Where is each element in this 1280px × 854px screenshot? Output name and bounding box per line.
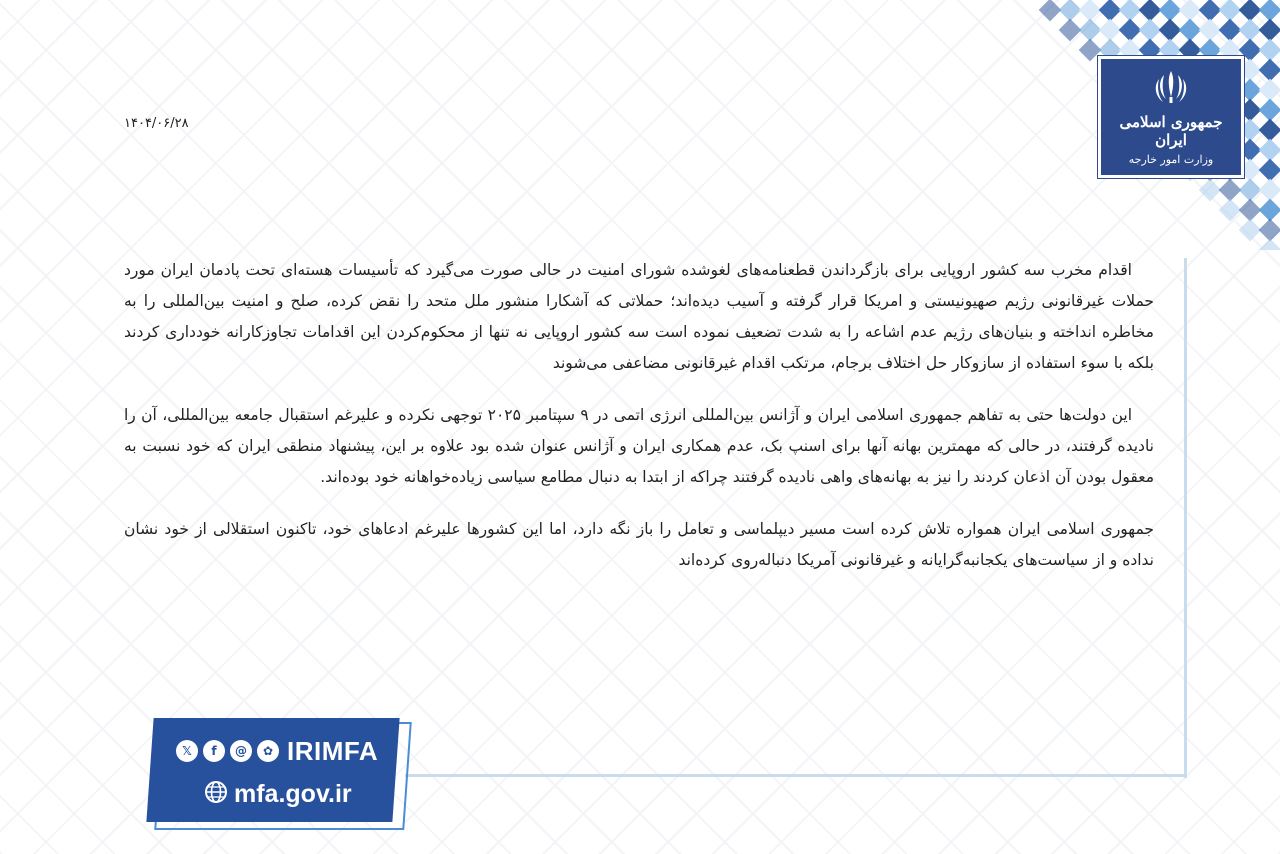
paragraph-1: اقدام مخرب سه کشور اروپایی برای بازگرداندن قطعنامه‌های لغوشده شورای امنیت در حالی صورت می‌گیرد که تأسیسات هسته‌ای تحت پادمان ایران مورد حملات غیرقانونی رژیم صهیونیستی و امریکا قرار گرفته و آسیب دیده‌اند؛ حملاتی که آشکارا منشور ملل متحد را نقض کرده، صلح و امنیت بین‌المللی را به مخاطره انداخته و بنیان‌های رژیم عدم اشاعه را به شدت تضعیف نموده است سه کشور اروپایی نه تنها از محکوم‌کردن این اقدامات تجاوزکارانه خودداری کردند بلکه با سوء استفاده از سازوکار حل اختلاف برجام، مرتکب اقدام غیرقانونی مضاعفی می‌شوند	[124, 261, 1154, 372]
paragraph-3: جمهوری اسلامی ایران همواره تلاش کرده است مسیر دیپلماسی و تعامل را باز نگه دارد، اما این کشورها علیرغم ادعاهای خود، تاکنون استقلالی از خود نشان نداده و از سیاست‌های یکجانبه‌گرایانه و غیرقانونی آمریکا دنباله‌روی کرده‌اند	[124, 520, 1154, 569]
aparat-icon[interactable]: ✿	[257, 740, 279, 762]
iran-emblem-icon	[1101, 67, 1241, 111]
frame-line-vertical	[1184, 258, 1187, 778]
emblem-name: جمهوری اسلامی ایران	[1119, 113, 1223, 149]
emblem-subtitle: وزارت امور خارجه	[1128, 153, 1214, 166]
statement-body	[124, 255, 1154, 597]
website-row	[204, 780, 352, 808]
globe-icon	[204, 780, 228, 808]
x-icon[interactable]: 𝕏	[176, 740, 198, 762]
facebook-icon[interactable]: f	[203, 740, 225, 762]
document-date: ۱۴۰۴/۰۶/۲۸	[124, 116, 189, 131]
paragraph-2: این دولت‌ها حتی به تفاهم جمهوری اسلامی ایران و آژانس بین‌المللی انرژی اتمی در ۹ سپتامبر ۲۰۲۵ توجهی نکرده و علیرغم استقبال جامعه بین‌المللی، آن را نادیده گرفتند، در حالی که مهمترین بهانه آنها برای اسنپ بک، عدم همکاری ایران و آژانس عنوان شده بود علاوه بر این، پیشنهاد منطقی ایران که خود نسبت به معقول بودن آن اذعان کردند را نیز به بهانه‌های واهی نادیده گرفتند چراکه از ابتدا به دنبال مطامع سیاسی زیاده‌خواهانه خود بوده‌اند.	[124, 406, 1154, 486]
ministry-emblem	[1098, 56, 1244, 178]
frame-line-horizontal	[405, 774, 1187, 777]
social-badge	[150, 718, 410, 832]
website-link[interactable]: mfa.gov.ir	[234, 779, 352, 808]
threads-icon[interactable]: @	[230, 740, 252, 762]
social-row	[176, 735, 379, 766]
social-handle[interactable]: IRIMFA	[287, 735, 379, 766]
